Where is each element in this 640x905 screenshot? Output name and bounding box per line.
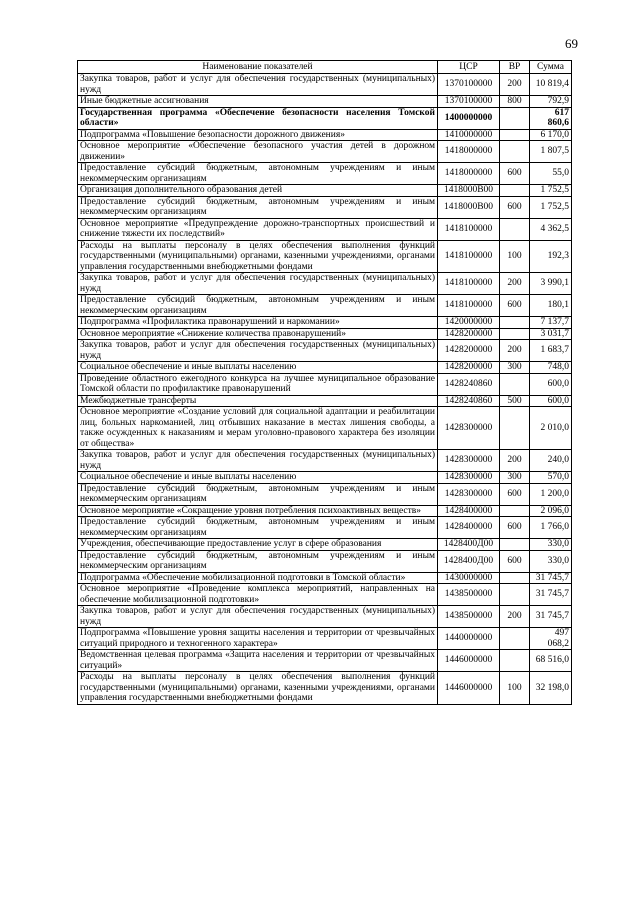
cell-name: Закупка товаров, работ и услуг для обеспечения государственных (муниципальных) нужд [78, 340, 438, 362]
cell-vr [500, 650, 530, 672]
table-row [78, 572, 572, 584]
cell-name: Закупка товаров, работ и услуг для обеспечения государственных (муниципальных) нужд [78, 606, 438, 628]
cell-vr: 300 [500, 362, 530, 374]
cell-name: Закупка товаров, работ и услуг для обеспечения государственных (муниципальных) нужд [78, 74, 438, 96]
cell-name: Основное мероприятие «Сокращение уровня потребления психоактивных веществ» [78, 505, 438, 517]
cell-csr: 1418100000 [438, 295, 500, 317]
cell-name: Основное мероприятие «Создание условий для социальной адаптации и реабилитации лиц, больных наркоманией, лиц отбывших наказание в местах лишения свободы, а также осужденных к наказаниям и мерам уголовно-правового характера без изоляции от общества» [78, 407, 438, 450]
cell-sum: 10 819,4 [530, 74, 572, 96]
cell-vr [500, 407, 530, 450]
cell-csr: 1418000000 [438, 141, 500, 163]
cell-csr: 1418100000 [438, 273, 500, 295]
cell-vr: 200 [500, 340, 530, 362]
cell-sum: 1 200,0 [530, 483, 572, 505]
cell-name: Расходы на выплаты персоналу в целях обеспечения выполнения функций государственными (муниципальными) органами, казенными учреждениями, органами управления государственными внебюджетными фондами [78, 240, 438, 273]
cell-name: Закупка товаров, работ и услуг для обеспечения государственных (муниципальных) нужд [78, 450, 438, 472]
cell-sum: 2 096,0 [530, 505, 572, 517]
table-row [78, 606, 572, 628]
cell-name: Предоставление субсидий бюджетным, автономным учреждениям и иным некоммерческим организациям [78, 163, 438, 185]
cell-sum: 1 766,0 [530, 517, 572, 539]
cell-csr: 1370100000 [438, 74, 500, 96]
table-row [78, 472, 572, 484]
cell-name: Основное мероприятие «Проведение комплекса мероприятий, направленных на обеспечение мобилизационной подготовки» [78, 584, 438, 606]
cell-vr: 200 [500, 74, 530, 96]
cell-vr: 600 [500, 295, 530, 317]
cell-vr: 800 [500, 96, 530, 108]
table-row [78, 328, 572, 340]
table-row [78, 163, 572, 185]
cell-vr: 100 [500, 240, 530, 273]
table-row [78, 517, 572, 539]
cell-vr [500, 185, 530, 197]
cell-sum: 31 745,7 [530, 584, 572, 606]
cell-vr [500, 107, 530, 129]
cell-vr: 600 [500, 196, 530, 218]
cell-name: Предоставление субсидий бюджетным, автономным учреждениям и иным некоммерческим организациям [78, 517, 438, 539]
budget-table [77, 60, 572, 705]
cell-csr: 1420000000 [438, 317, 500, 329]
table-row [78, 107, 572, 129]
cell-csr: 1410000000 [438, 129, 500, 141]
cell-name: Подпрограмма «Повышение уровня защиты населения и территории от чрезвычайных ситуаций природного и техногенного характера» [78, 628, 438, 650]
cell-csr: 1370100000 [438, 96, 500, 108]
table-row [78, 129, 572, 141]
cell-sum: 600,0 [530, 373, 572, 395]
cell-csr: 1428240860 [438, 395, 500, 407]
table-row [78, 362, 572, 374]
cell-name: Ведомственная целевая программа «Защита населения и территории от чрезвычайных ситуаций» [78, 650, 438, 672]
cell-csr: 1438500000 [438, 606, 500, 628]
cell-name: Подпрограмма «Профилактика правонарушений и наркомании» [78, 317, 438, 329]
cell-sum: 31 745,7 [530, 572, 572, 584]
cell-name: Организация дополнительного образования детей [78, 185, 438, 197]
cell-sum: 497 068,2 [530, 628, 572, 650]
cell-csr: 1446000000 [438, 650, 500, 672]
cell-csr: 1428400000 [438, 517, 500, 539]
cell-vr: 200 [500, 450, 530, 472]
cell-name: Закупка товаров, работ и услуг для обеспечения государственных (муниципальных) нужд [78, 273, 438, 295]
cell-csr: 1428400Д00 [438, 550, 500, 572]
cell-name: Предоставление субсидий бюджетным, автономным учреждениям и иным некоммерческим организациям [78, 483, 438, 505]
cell-sum: 6 170,0 [530, 129, 572, 141]
table-row [78, 340, 572, 362]
cell-sum: 55,0 [530, 163, 572, 185]
table-row [78, 628, 572, 650]
cell-sum: 748,0 [530, 362, 572, 374]
table-row [78, 373, 572, 395]
table-row [78, 650, 572, 672]
cell-csr: 1428400Д00 [438, 539, 500, 551]
cell-sum: 32 198,0 [530, 672, 572, 705]
cell-sum: 68 516,0 [530, 650, 572, 672]
cell-vr [500, 328, 530, 340]
cell-csr: 1428200000 [438, 362, 500, 374]
header-sum: Сумма [530, 61, 572, 74]
cell-vr: 600 [500, 163, 530, 185]
cell-sum: 240,0 [530, 450, 572, 472]
cell-csr: 1428200000 [438, 340, 500, 362]
cell-vr [500, 584, 530, 606]
cell-sum: 31 745,7 [530, 606, 572, 628]
table-row [78, 450, 572, 472]
cell-csr: 1428400000 [438, 505, 500, 517]
cell-name: Государственная программа «Обеспечение безопасности населения Томской области» [78, 107, 438, 129]
cell-name: Проведение областного ежегодного конкурса на лучшее муниципальное образование Томской области по профилактике правонарушений [78, 373, 438, 395]
cell-sum: 1 752,5 [530, 196, 572, 218]
table-row [78, 550, 572, 572]
cell-vr: 600 [500, 550, 530, 572]
cell-vr [500, 373, 530, 395]
cell-sum: 330,0 [530, 539, 572, 551]
table-row [78, 505, 572, 517]
cell-name: Основное мероприятие «Обеспечение безопасного участия детей в дорожном движении» [78, 141, 438, 163]
cell-csr: 1440000000 [438, 628, 500, 650]
table-row [78, 584, 572, 606]
cell-sum: 1 752,5 [530, 185, 572, 197]
cell-vr [500, 317, 530, 329]
cell-name: Подпрограмма «Повышение безопасности дорожного движения» [78, 129, 438, 141]
cell-csr: 1430000000 [438, 572, 500, 584]
cell-sum: 7 137,7 [530, 317, 572, 329]
cell-sum: 617 860,6 [530, 107, 572, 129]
cell-name: Подпрограмма «Обеспечение мобилизационной подготовки в Томской области» [78, 572, 438, 584]
cell-csr: 1428300000 [438, 483, 500, 505]
cell-csr: 1446000000 [438, 672, 500, 705]
cell-vr: 300 [500, 472, 530, 484]
cell-csr: 1418000000 [438, 163, 500, 185]
table-row [78, 196, 572, 218]
table-row [78, 74, 572, 96]
table-row [78, 240, 572, 273]
cell-sum: 4 362,5 [530, 218, 572, 240]
cell-name: Расходы на выплаты персоналу в целях обеспечения выполнения функций государственными (муниципальными) органами, казенными учреждениями, органами управления государственными внебюджетными фондами [78, 672, 438, 705]
table-row [78, 218, 572, 240]
cell-csr: 1428300000 [438, 472, 500, 484]
cell-sum: 330,0 [530, 550, 572, 572]
cell-sum: 180,1 [530, 295, 572, 317]
cell-csr: 1418000В00 [438, 196, 500, 218]
table-row [78, 96, 572, 108]
cell-name: Основное мероприятие «Снижение количества правонарушений» [78, 328, 438, 340]
cell-vr [500, 141, 530, 163]
cell-csr: 1438500000 [438, 584, 500, 606]
cell-name: Предоставление субсидий бюджетным, автономным учреждениям и иным некоммерческим организациям [78, 550, 438, 572]
cell-vr [500, 572, 530, 584]
cell-sum: 570,0 [530, 472, 572, 484]
cell-name: Межбюджетные трансферты [78, 395, 438, 407]
table-body [78, 74, 572, 705]
table-row [78, 273, 572, 295]
cell-csr: 1428300000 [438, 450, 500, 472]
cell-sum: 3 990,1 [530, 273, 572, 295]
cell-vr [500, 129, 530, 141]
cell-vr: 200 [500, 273, 530, 295]
cell-name: Основное мероприятие «Предупреждение дорожно-транспортных происшествий и снижение тяжести их последствий» [78, 218, 438, 240]
cell-csr: 1418100000 [438, 218, 500, 240]
cell-vr [500, 505, 530, 517]
cell-csr: 1428200000 [438, 328, 500, 340]
page-number: 69 [565, 36, 578, 51]
cell-vr: 600 [500, 517, 530, 539]
cell-sum: 3 031,7 [530, 328, 572, 340]
table-row [78, 295, 572, 317]
cell-name: Иные бюджетные ассигнования [78, 96, 438, 108]
cell-name: Социальное обеспечение и иные выплаты населению [78, 472, 438, 484]
table-row [78, 185, 572, 197]
header-vr: ВР [500, 61, 530, 74]
cell-name: Предоставление субсидий бюджетным, автономным учреждениям и иным некоммерческим организациям [78, 295, 438, 317]
cell-csr: 1418000В00 [438, 185, 500, 197]
cell-csr: 1428300000 [438, 407, 500, 450]
cell-vr [500, 628, 530, 650]
table-row [78, 539, 572, 551]
header-csr: ЦСР [438, 61, 500, 74]
table-row [78, 407, 572, 450]
cell-name: Социальное обеспечение и иные выплаты населению [78, 362, 438, 374]
cell-sum: 1 683,7 [530, 340, 572, 362]
cell-name: Предоставление субсидий бюджетным, автономным учреждениям и иным некоммерческим организациям [78, 196, 438, 218]
header-name: Наименование показателей [78, 61, 438, 74]
cell-csr: 1418100000 [438, 240, 500, 273]
cell-vr [500, 539, 530, 551]
cell-vr: 100 [500, 672, 530, 705]
table-row [78, 672, 572, 705]
cell-vr [500, 218, 530, 240]
cell-csr: 1400000000 [438, 107, 500, 129]
cell-sum: 1 807,5 [530, 141, 572, 163]
table-row [78, 141, 572, 163]
cell-vr: 200 [500, 606, 530, 628]
table-header-row [78, 61, 572, 74]
cell-sum: 2 010,0 [530, 407, 572, 450]
cell-sum: 792,9 [530, 96, 572, 108]
cell-csr: 1428240860 [438, 373, 500, 395]
table-row [78, 317, 572, 329]
cell-sum: 600,0 [530, 395, 572, 407]
cell-vr: 600 [500, 483, 530, 505]
cell-sum: 192,3 [530, 240, 572, 273]
table-row [78, 395, 572, 407]
cell-vr: 500 [500, 395, 530, 407]
table-row [78, 483, 572, 505]
cell-name: Учреждения, обеспечивающие предоставление услуг в сфере образования [78, 539, 438, 551]
